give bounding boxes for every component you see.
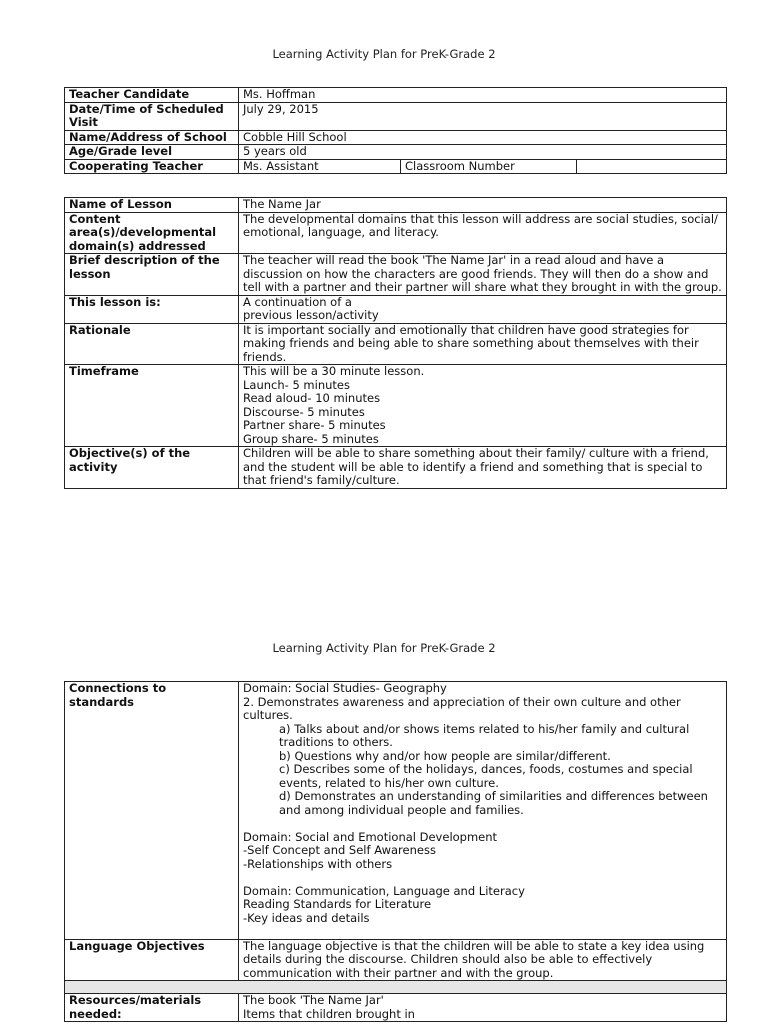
visit-label: Date/Time of Scheduled Visit bbox=[65, 102, 239, 130]
school-label: Name/Address of School bbox=[65, 130, 239, 145]
resources-value: The book 'The Name Jar' Items that children brought in bbox=[239, 994, 727, 1022]
standard-item-d: d) Demonstrates an understanding of similarities and differences between and among individual people and families. bbox=[279, 789, 708, 817]
language-objectives-value: The language objective is that the children will be able to state a key idea using details during the discourse. Children should also be able to effectively communication with their partner and with the group. bbox=[239, 939, 727, 981]
teacher-candidate-value: Ms. Hoffman bbox=[239, 88, 727, 103]
standards-table bbox=[64, 681, 727, 1022]
rationale-value: It is important socially and emotionally that children have good strategies for making friends and being able to share something about themselves with their friends. bbox=[239, 323, 727, 365]
this-lesson-label: This lesson is: bbox=[65, 295, 239, 323]
page-title: Learning Activity Plan for PreK-Grade 2 bbox=[272, 47, 496, 61]
resources-label: Resources/materials needed: bbox=[65, 994, 239, 1022]
age-grade-label: Age/Grade level bbox=[65, 145, 239, 160]
objectives-label: Objective(s) of the activity bbox=[65, 447, 239, 489]
connections-value bbox=[239, 682, 727, 940]
standard-item-c: c) Describes some of the holidays, dances, foods, costumes and special events, related to his/her own culture. bbox=[279, 762, 693, 790]
standard-item-a: a) Talks about and/or shows items related to his/her family and cultural traditions to others. bbox=[279, 721, 690, 749]
domain-social-studies-item: 2. Demonstrates awareness and appreciation of their own culture and other cultures. bbox=[243, 694, 681, 722]
visit-info-table bbox=[64, 87, 727, 174]
timeframe-value: This will be a 30 minute lesson. Launch- 5 minutes Read aloud- 10 minutes Discourse- 5 minutes Partner share- 5 minutes Group share- 5 minutes bbox=[239, 365, 727, 447]
domain-social-emotional: Domain: Social and Emotional Development -Self Concept and Self Awareness -Relationships with others bbox=[243, 829, 498, 871]
this-lesson-value: A continuation of a previous lesson/activity bbox=[239, 295, 727, 323]
school-value: Cobble Hill School bbox=[239, 130, 727, 145]
page-title-2: Learning Activity Plan for PreK-Grade 2 bbox=[272, 641, 496, 655]
connections-label: Connections to standards bbox=[65, 682, 239, 940]
visit-value: July 29, 2015 bbox=[239, 102, 727, 130]
timeframe-label: Timeframe bbox=[65, 365, 239, 447]
cooperating-teacher-label: Cooperating Teacher bbox=[65, 159, 239, 174]
shaded-divider-row bbox=[65, 981, 727, 994]
age-grade-value: 5 years old bbox=[239, 145, 727, 160]
classroom-number-label: Classroom Number bbox=[401, 159, 577, 174]
standard-item-b: b) Questions why and/or how people are similar/different. bbox=[279, 748, 611, 763]
content-area-label: Content area(s)/developmental domain(s) addressed bbox=[65, 212, 239, 254]
brief-description-value: The teacher will read the book 'The Name Jar' in a read aloud and have a discussion on how the characters are good friends. They will then do a show and tell with a partner and their partner will share what they brought in with the group. bbox=[239, 254, 727, 296]
domain-language-literacy: Domain: Communication, Language and Literacy Reading Standards for Literature -Key ideas and details bbox=[243, 883, 525, 925]
rationale-label: Rationale bbox=[65, 323, 239, 365]
cooperating-teacher-value: Ms. Assistant bbox=[239, 159, 401, 174]
lesson-table bbox=[64, 197, 727, 489]
content-area-value: The developmental domains that this lesson will address are social studies, social/ emotional, language, and literacy. bbox=[239, 212, 727, 254]
objectives-value: Children will be able to share something about their family/ culture with a friend, and the student will be able to identify a friend and something that is special to that friend's family/culture. bbox=[239, 447, 727, 489]
classroom-number-value bbox=[577, 159, 727, 174]
lesson-name-value: The Name Jar bbox=[239, 198, 727, 213]
teacher-candidate-label: Teacher Candidate bbox=[65, 88, 239, 103]
language-objectives-label: Language Objectives bbox=[65, 939, 239, 981]
lesson-name-label: Name of Lesson bbox=[65, 198, 239, 213]
domain-social-studies: Domain: Social Studies- Geography bbox=[243, 681, 447, 695]
brief-description-label: Brief description of the lesson bbox=[65, 254, 239, 296]
